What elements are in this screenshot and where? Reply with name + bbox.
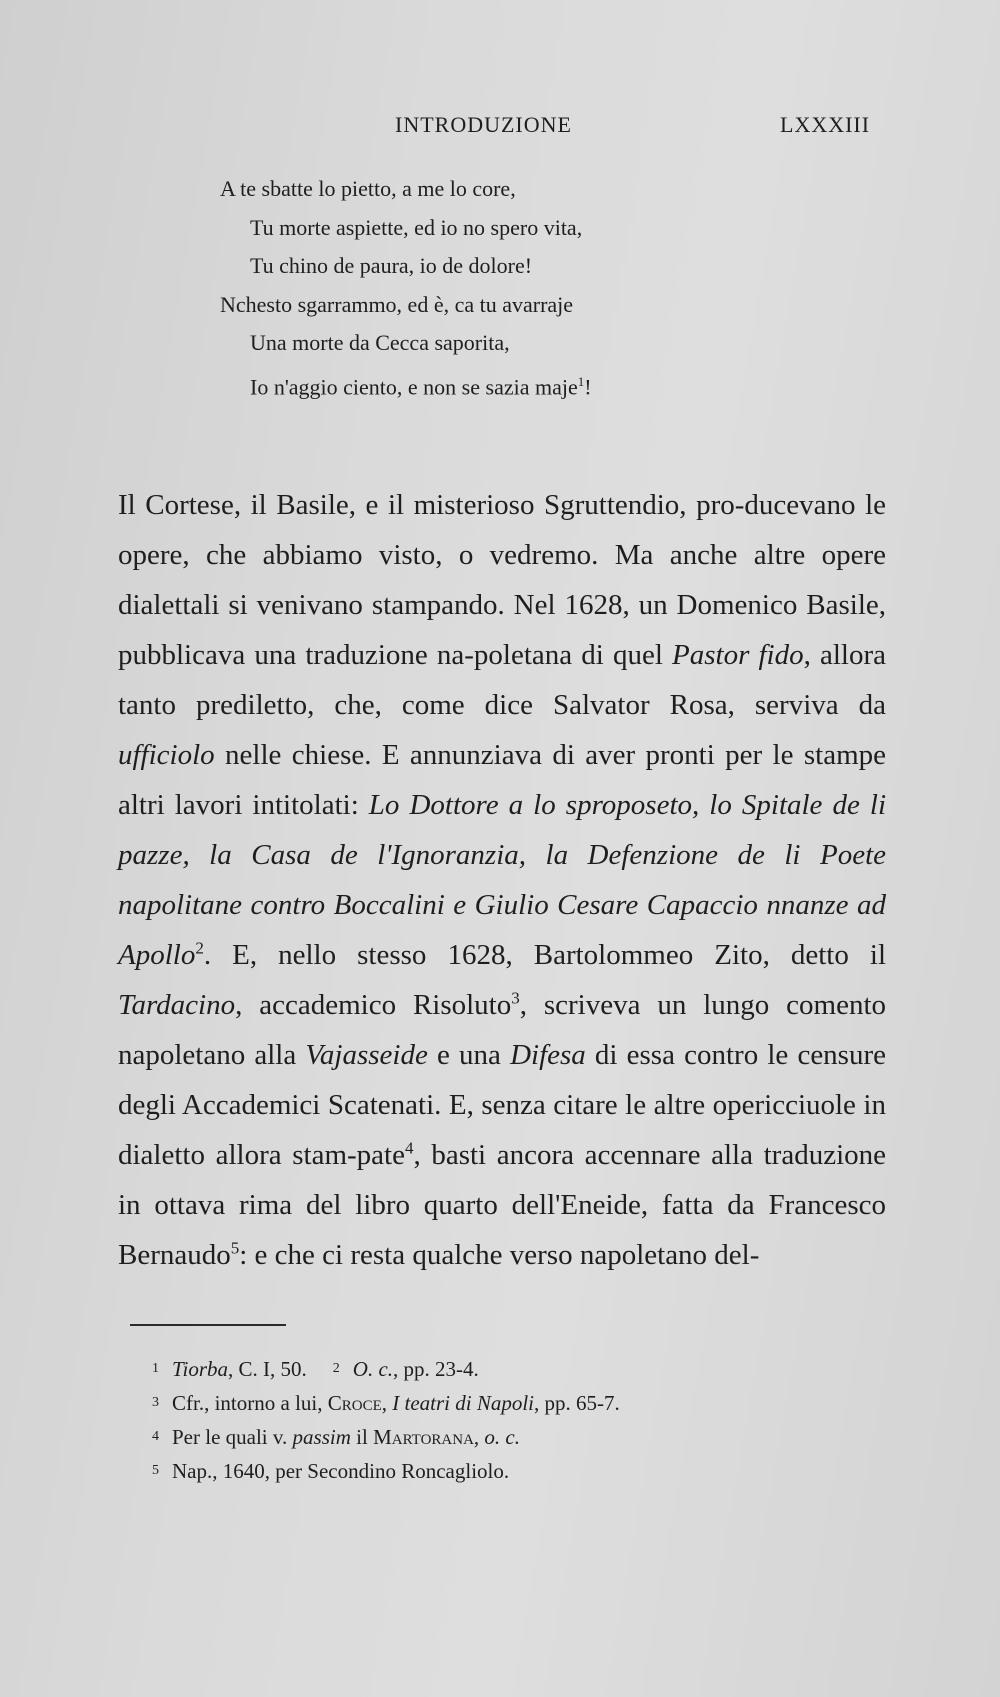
body-text: , allora tanto prediletto, che, come dice Salvator Rosa, serviva da [118,639,887,721]
running-title: INTRODUZIONE [395,112,572,137]
footnote-text: , C. I, 50. [228,1357,307,1381]
italic-term: Tardacino [118,989,236,1021]
footnote-3 [152,1386,620,1420]
work-title: Difesa [510,1039,586,1071]
body-text: nelle chiese. E annunziava di aver pronti per le stampe altri lavori intitolati: [118,739,886,821]
footnotes [152,1352,620,1488]
footnote-number: 3 [152,1395,159,1410]
footnote-work: Tiorba [172,1357,229,1381]
poem-line [220,363,592,407]
footnote-text: , [473,1425,485,1449]
poem-line-end: ! [584,373,592,399]
footnote-ref: 2 [195,938,204,958]
footnote-text: , pp. 65-7. [534,1391,620,1415]
body-text: e una [427,1039,511,1071]
italic-term: ufficiolo [118,739,215,771]
body-text: . E, nello stesso 1628, Bartolommeo Zito, detto il [203,939,886,971]
footnote-ref: 5 [230,1238,240,1258]
footnote-number: 4 [152,1429,159,1444]
poem-line-text: Io n'aggio ciento, e non se sazia maje [250,373,578,399]
poem-line: Tu morte aspiette, ed io no spero vita, [250,214,583,240]
body-paragraph [118,480,886,1280]
footnote-work: o. c. [484,1425,520,1449]
footnote-divider [130,1324,286,1326]
poem-quotation [220,170,592,406]
footnote-ref: 1 [577,373,585,389]
footnote-text: Nap., 1640, per Secondino Roncagliolo. [172,1459,510,1483]
footnote-number: 1 [152,1361,159,1376]
footnote-ref: 4 [404,1138,414,1158]
work-titles: Lo Dottore a lo sproposeto, lo Spitale de li pazze, la Casa de l'Ignoranzia, la Defenzione de li Poete napolitane contro Boccalini e Giulio Cesare Capaccio nnanze ad Apollo [118,789,886,971]
body-text: , accademico Risoluto [235,989,512,1021]
work-title: Vajasseide [305,1039,428,1071]
poem-line: Nchesto sgarrammo, ed è, ca tu avarraje [220,291,574,317]
footnote-author: Croce [327,1391,382,1415]
footnote-work: I teatri di Napoli [392,1391,535,1415]
footnote-ref: 3 [511,988,520,1008]
body-text: , scriveva un lungo comento napoletano alla [118,989,886,1071]
footnote-1-2 [152,1352,620,1386]
footnote-number: 2 [332,1361,340,1376]
page-header [0,112,1000,142]
poem-line: Una morte da Cecca saporita, [250,330,510,355]
poem-line: Tu chino de paura, io de dolore! [250,253,533,278]
body-text: di essa contro le censure degli Accademici Scatenati. E, senza citare le altre opericciuole in dialetto allora stam-pate [118,1039,886,1171]
footnote-4 [152,1420,620,1454]
footnote-text: Cfr., intorno a lui, [172,1391,328,1415]
poem-line: A te sbatte lo pietto, a me lo core, [220,176,516,201]
body-text: Il Cortese, il Basile, e il misterioso Sgruttendio, pro-ducevano le opere, che abbiamo visto, o vedremo. Ma anche altre opere dialettali si venivano stampando. Nel 1628, un Domenico Basile, pubblicava una traduzione na-poletana di quel [118,489,886,671]
body-text: : e che ci resta qualche verso napoletano del- [239,1239,760,1271]
footnote-text: , [381,1391,393,1415]
footnote-text: il [350,1425,374,1449]
footnote-work: O. c. [352,1357,394,1381]
work-title: Pastor fido [672,639,804,671]
body-text: , basti ancora accennare alla traduzione in ottava rima del libro quarto dell'Eneide, fatta da Francesco Bernaudo [118,1139,886,1271]
footnote-text: , pp. 23-4. [393,1357,479,1381]
footnote-author: Martorana [373,1425,474,1449]
footnote-5 [152,1454,620,1488]
page-number: LXXXIII [780,112,871,137]
footnote-italic: passim [292,1425,351,1449]
footnote-text: Per le quali v. [172,1425,293,1449]
footnote-number: 5 [152,1463,159,1478]
